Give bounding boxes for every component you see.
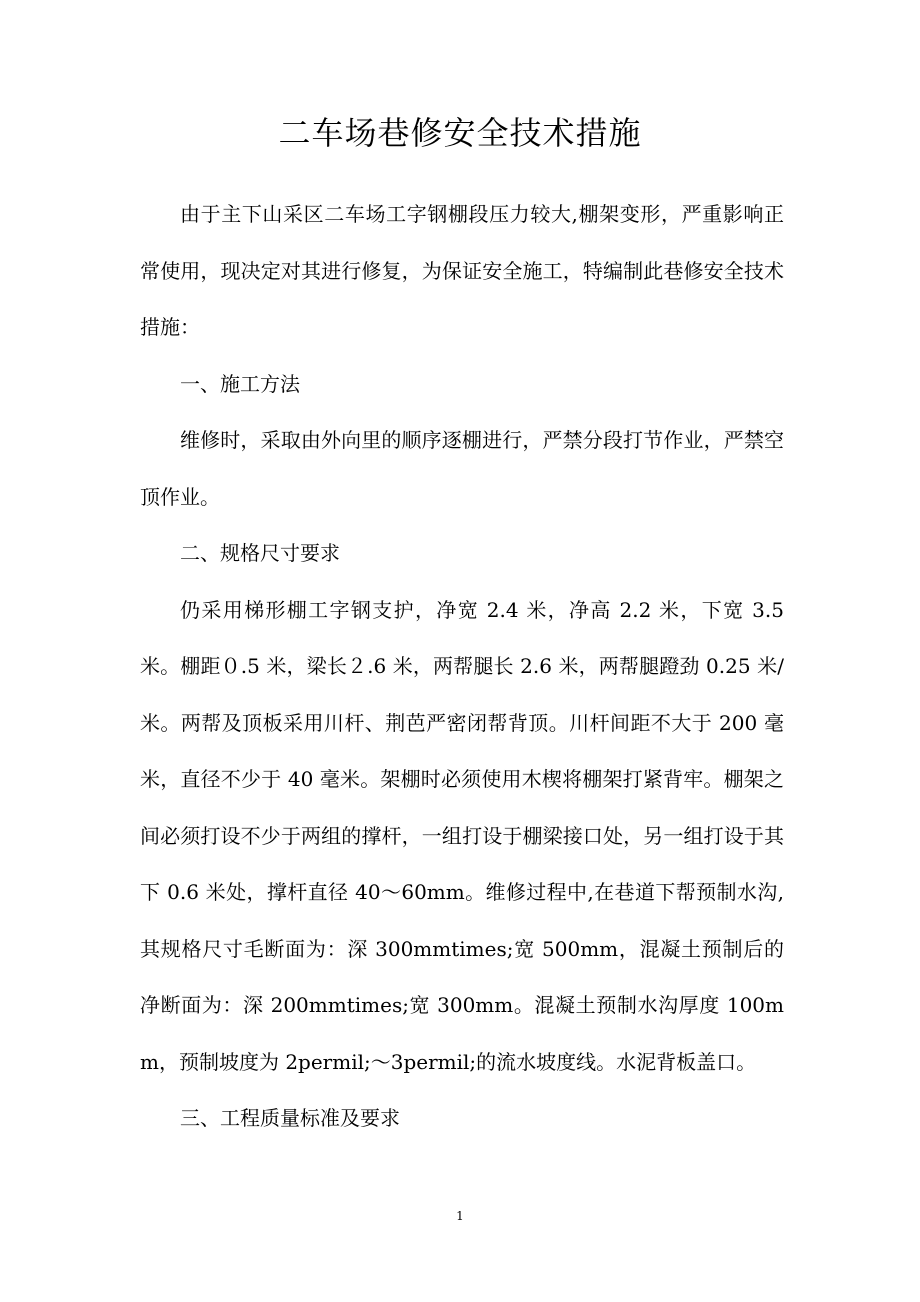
dimension-requirements-paragraph: 仍采用梯形棚工字钢支护，净宽 2.4 米，净高 2.2 米，下宽 3.5 米。棚距０.5 米，梁长２.6 米，两帮腿长 2.6 米，两帮腿蹬劲 0.25 米/米。两帮及顶板采用川杆、荆芭严密闭帮背顶。川杆间距不大于 200 毫米，直径不少于 40 毫米。架棚时必须使用木楔将棚架打紧背牢。棚架之间必须打设不少于两组的撑杆，一组打设于棚梁接口处，另一组打设于其下 0.6 米处，撑杆直径 40～60mm。维修过程中,在巷道下帮预制水沟,其规格尺寸毛断面为：深 300mmtimes;宽 500mm，混凝土预制后的净断面为：深 200mmtimes;宽 300mm。混凝土预制水沟厚度 100mm，预制坡度为 2permil;～3permil;的流水坡度线。水泥背板盖口。	[140, 597, 784, 1074]
section-heading-dimension-requirements: 二、规格尺寸要求	[180, 541, 340, 565]
section-heading-quality-standards: 三、工程质量标准及要求	[180, 1106, 400, 1130]
page-number: 1	[456, 1209, 464, 1223]
construction-method-paragraph: 维修时，采取由外向里的顺序逐棚进行，严禁分段打节作业，严禁空顶作业。	[140, 428, 784, 509]
intro-paragraph: 由于主下山采区二车场工字钢棚段压力较大,棚架变形，严重影响正常使用，现决定对其进行修复，为保证安全施工，特编制此巷修安全技术措施：	[140, 202, 784, 339]
section-heading-construction-method: 一、施工方法	[180, 371, 300, 396]
document-body	[140, 186, 784, 1147]
document-title: 二车场巷修安全技术措施	[278, 114, 642, 152]
